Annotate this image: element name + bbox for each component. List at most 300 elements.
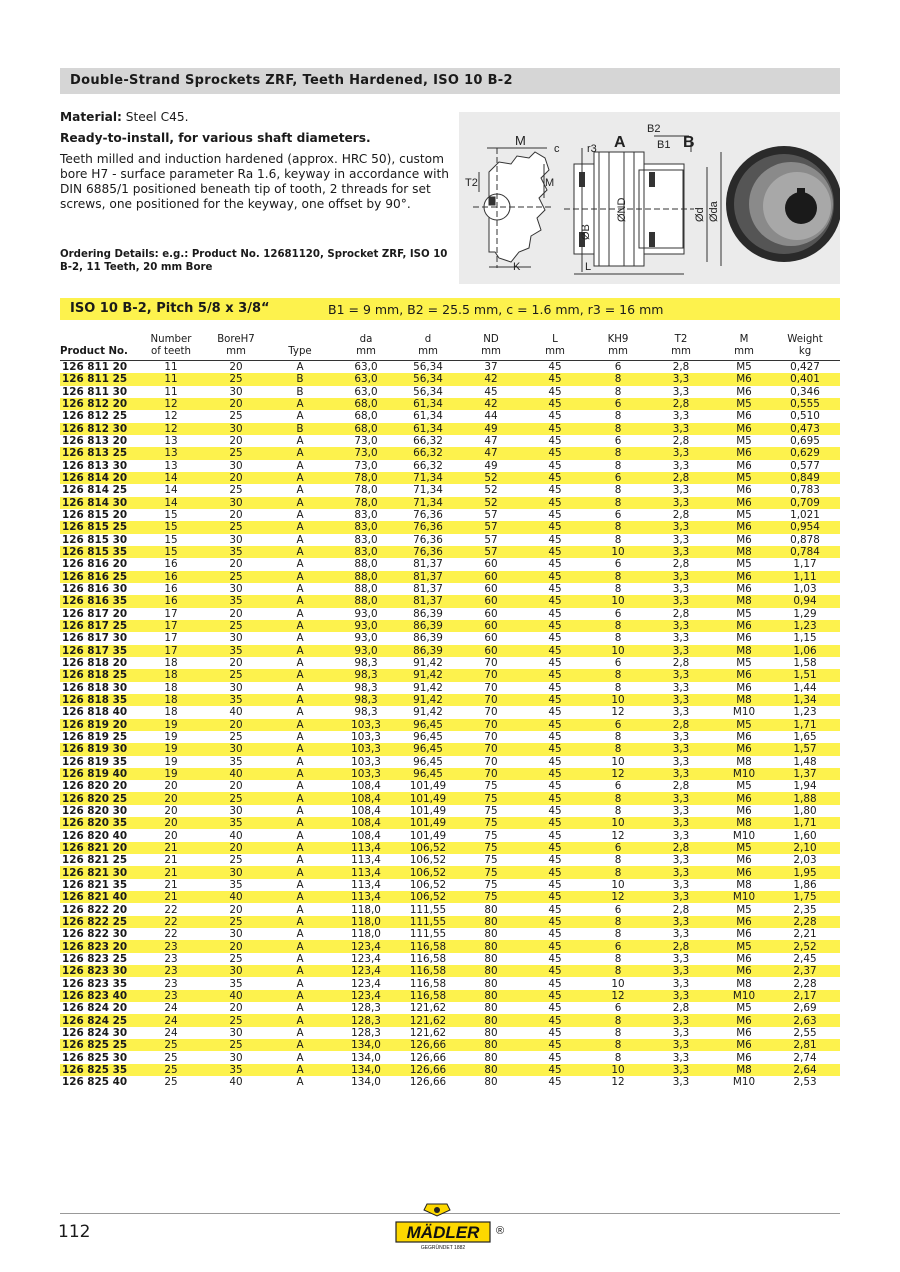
table-cell: 30 [229,583,243,596]
table-cell: 56,34 [413,385,443,398]
table-cell: A [260,620,340,632]
table-cell: 3,3 [644,743,718,755]
table-row [60,558,840,570]
table-row [60,879,840,891]
table-cell: 8 [614,928,622,941]
table-cell: 106,52 [409,878,447,891]
table-cell: 134,0 [351,1051,381,1064]
table-cell: 10 [592,1064,644,1076]
table-cell: 80 [484,1002,498,1015]
table-cell: 45 [548,484,562,497]
table-cell: 25 [164,1076,178,1089]
product-number-cell: 126 814 30 [60,497,130,509]
table-row [60,657,840,669]
table-cell: 1,15 [793,632,817,645]
table-cell: 8 [614,484,622,497]
table-cell: 23 [164,952,178,965]
table-cell: 45 [548,755,562,768]
table-cell: 47 [464,447,518,459]
table-cell: 45 [548,903,562,916]
table-cell: 66,32 [413,435,443,448]
table-cell: 8 [592,1014,644,1026]
table-cell: 2,8 [644,940,718,952]
table-cell: M6 [718,571,770,583]
table-cell: 45 [518,743,592,755]
table-cell: 3,3 [672,632,690,645]
table-cell: 1,03 [793,583,817,596]
table-row [60,829,840,841]
table-cell: 25 [212,669,260,681]
table-cell: 0,510 [790,410,820,423]
table-cell: 63,0 [354,385,378,398]
table-cell: 45 [548,533,562,546]
table-cell: 30 [212,965,260,977]
table-cell: A [260,792,340,804]
column-header-unit: mm [734,346,754,357]
table-cell: 14 [130,497,212,509]
table-cell: M10 [718,990,770,1002]
table-cell: 24 [164,1002,178,1015]
product-number-cell: 126 811 25 [60,373,130,385]
table-cell: 93,0 [340,645,392,657]
table-cell: 2,52 [770,940,840,952]
product-number-cell: 126 824 20 [62,1002,128,1015]
table-cell: 12 [592,768,644,780]
table-row [60,410,840,422]
ready-text: Ready-to-install, for various shaft diameters. [60,131,371,145]
table-cell: 98,3 [354,657,378,670]
table-cell: 3,3 [644,669,718,681]
table-cell: 2,17 [770,990,840,1002]
table-cell: A [296,681,304,694]
table-cell: M6 [736,1026,752,1039]
column-header-label: d [424,334,432,345]
table-cell: A [296,509,304,522]
table-cell: 3,3 [644,1039,718,1051]
table-cell: 113,4 [340,891,392,903]
table-cell: A [260,1064,340,1076]
table-cell: 106,52 [392,842,464,854]
table-cell: 20 [212,398,260,410]
table-cell: 30 [212,743,260,755]
table-cell: 35 [212,817,260,829]
table-cell: 1,80 [793,804,817,817]
table-cell: 75 [484,780,498,793]
table-cell: 75 [484,829,498,842]
table-row [60,497,840,509]
table-cell: 25 [229,410,243,423]
table-cell: 49 [464,423,518,435]
table-cell: 78,0 [340,497,392,509]
table-cell: 126,66 [392,1064,464,1076]
table-cell: 86,39 [392,620,464,632]
table-cell: 8 [592,497,644,509]
table-cell: A [260,595,340,607]
table-cell: 101,49 [409,829,447,842]
table-cell: 3,3 [672,1026,690,1039]
table-cell: 45 [548,435,562,448]
dim-b2: B2 [647,123,661,135]
table-cell: 45 [518,645,592,657]
table-row [60,842,840,854]
drawing-label-b: B [683,134,695,151]
table-cell: 96,45 [392,719,464,731]
table-cell: 15 [130,521,212,533]
table-row [60,620,840,632]
table-row [60,928,840,940]
table-cell: 12 [611,829,625,842]
table-cell: 93,0 [354,632,378,645]
product-number-cell: 126 823 40 [60,990,130,1002]
table-cell: 8 [592,866,644,878]
table-cell: M8 [718,645,770,657]
dim-k: K [513,261,521,273]
table-row [60,583,840,595]
table-cell: A [296,657,304,670]
table-cell: 15 [130,546,212,558]
table-cell: 45 [518,940,592,952]
table-cell: A [296,878,304,891]
table-cell: 45 [518,398,592,410]
table-cell: A [296,731,304,743]
table-cell: A [296,459,304,472]
table-cell: 13 [130,447,212,459]
table-cell: 88,0 [354,558,378,571]
table-cell: A [296,928,304,941]
table-cell: 20 [130,792,212,804]
table-cell: 45 [548,459,562,472]
table-cell: 25 [212,521,260,533]
table-cell: M6 [736,632,752,645]
column-header-label: L [552,334,558,345]
table-cell: A [296,583,304,596]
table-cell: 52 [484,484,498,497]
table-cell: 3,3 [672,484,690,497]
column-header-label: KH9 [607,334,629,345]
table-row [60,1002,840,1014]
table-cell: 113,4 [351,854,381,867]
table-cell: 0,473 [770,423,840,435]
product-number-cell: 126 823 30 [60,965,130,977]
table-cell: 25 [212,373,260,385]
table-cell: 20 [212,842,260,854]
table-cell: 37 [484,361,498,374]
table-cell: 118,0 [340,916,392,928]
table-cell: 75 [464,866,518,878]
table-cell: 45 [518,866,592,878]
table-row [60,805,840,817]
table-cell: 15 [164,509,178,522]
description-text: Teeth milled and induction hardened (approx. HRC 50), custom bore H7 - surface parameter Ra 1.6, keyway in accordance with DIN 6885/1 positioned beneath tip of tooth, 2 threads for set screws, one positioned for the keyway, one offset by 90°. [60,152,449,211]
table-cell: 8 [592,423,644,435]
table-cell: 2,28 [793,977,817,990]
series-title: ISO 10 B-2, Pitch 5/8 x 3/8“ [70,301,270,316]
table-row [60,694,840,706]
dim-l: L [585,261,592,273]
table-cell: 116,58 [392,990,464,1002]
table-cell: 8 [592,447,644,459]
table-cell: 42 [464,373,518,385]
table-cell: 103,3 [340,768,392,780]
table-cell: 123,4 [351,977,381,990]
table-cell: 61,34 [392,423,464,435]
table-cell: 3,3 [644,891,718,903]
table-cell: 101,49 [392,792,464,804]
table-cell: 73,0 [354,435,378,448]
product-number-cell: 126 813 30 [62,459,128,472]
table-cell: 75 [484,878,498,891]
table-cell: 35 [229,755,243,768]
table-cell: 103,3 [351,731,381,743]
column-header [592,334,644,361]
table-cell: A [296,1026,304,1039]
table-cell: 8 [592,916,644,928]
table-cell: 57 [464,546,518,558]
table-cell: 134,0 [340,1039,392,1051]
table-cell: A [260,497,340,509]
table-cell: 80 [484,1026,498,1039]
table-cell: 108,4 [340,817,392,829]
dim-m-side: M [545,177,555,189]
product-number-cell: 126 818 20 [62,657,128,670]
table-cell: 20 [229,1002,243,1015]
product-number-cell: 126 816 35 [60,595,130,607]
column-header-unit: mm [608,346,628,357]
table-cell: 45 [518,447,592,459]
table-cell: 134,0 [351,1076,381,1089]
table-cell: 3,3 [644,620,718,632]
table-cell: 23 [130,990,212,1002]
table-cell: 66,32 [413,459,443,472]
table-cell: 60 [464,595,518,607]
ordering-details: Ordering Details: e.g.: Product No. 12681120, Sprocket ZRF, ISO 10 B-2, 11 Teeth, 20 mm Bore [60,249,448,273]
table-cell: 3,3 [644,1064,718,1076]
table-cell: 3,3 [672,755,690,768]
dim-r3: r3 [587,143,597,155]
table-cell: 57 [464,521,518,533]
table-cell: 60 [484,632,498,645]
table-cell: 0,629 [770,447,840,459]
table-cell: M6 [718,866,770,878]
table-cell: A [260,866,340,878]
table-cell: 45 [548,1051,562,1064]
table-cell: 0,695 [790,435,820,448]
table-cell: M6 [736,1051,752,1064]
table-cell: 45 [548,977,562,990]
table-cell: 3,3 [644,423,718,435]
table-cell: 6 [614,361,622,374]
table-cell: 3,3 [644,965,718,977]
table-cell: 45 [518,916,592,928]
table-cell: 3,3 [672,681,690,694]
table-cell: 76,36 [392,546,464,558]
registered-mark: ® [496,1225,505,1237]
table-cell: 45 [548,558,562,571]
table-cell: 52 [464,472,518,484]
table-cell: 1,88 [770,792,840,804]
table-cell: 101,49 [392,817,464,829]
table-cell: 0,555 [770,398,840,410]
table-cell: 25 [212,447,260,459]
table-cell: 134,0 [340,1064,392,1076]
table-cell: 113,4 [340,866,392,878]
table-cell: 3,3 [672,829,690,842]
table-cell: B [296,385,304,398]
product-number-cell: 126 825 35 [60,1064,130,1076]
table-cell: 25 [212,571,260,583]
table-cell: M6 [718,965,770,977]
table-cell: A [260,521,340,533]
column-header [130,334,212,361]
table-cell: 18 [130,669,212,681]
table-cell: 18 [130,694,212,706]
table-cell: 20 [164,804,178,817]
table-cell: 45 [548,607,562,620]
table-cell: 1,23 [770,620,840,632]
table-cell: 20 [229,903,243,916]
table-cell: 60 [484,558,498,571]
table-cell: 128,3 [351,1026,381,1039]
table-row [60,472,840,484]
table-body [60,361,840,1089]
table-cell: 2,64 [770,1064,840,1076]
table-cell: 75 [484,854,498,867]
table-cell: 108,4 [340,792,392,804]
table-row [60,447,840,459]
table-cell: 3,3 [644,373,718,385]
table-cell: 1,37 [770,768,840,780]
table-cell: 25 [130,1039,212,1051]
product-number-cell: 126 819 25 [62,731,128,743]
table-cell: 40 [212,768,260,780]
product-number-cell: 126 818 35 [60,694,130,706]
table-cell: 3,3 [672,977,690,990]
column-header-unit: mm [356,346,376,357]
table-cell: 2,8 [672,607,690,620]
table-cell: 25 [212,1039,260,1051]
table-row [60,398,840,410]
table-row [60,484,840,496]
drawing-label-a: A [614,134,626,151]
table-cell: 2,35 [793,903,817,916]
table-cell: 6 [614,903,622,916]
table-cell: 8 [592,521,644,533]
product-number-cell: 126 812 30 [60,423,130,435]
dim-b: ØB [580,224,592,240]
table-cell: M5 [736,1002,752,1015]
table-cell: 22 [164,928,178,941]
table-cell: 17 [164,607,178,620]
table-cell: 118,0 [351,903,381,916]
table-row [60,891,840,903]
table-row [60,854,840,866]
table-cell: M6 [736,459,752,472]
table-cell: 0,783 [790,484,820,497]
table-cell: 45 [518,1039,592,1051]
table-cell: 45 [548,780,562,793]
table-cell: 35 [229,878,243,891]
table-cell: 75 [484,804,498,817]
product-number-cell: 126 814 25 [62,484,128,497]
table-cell: 116,58 [409,952,447,965]
column-header [212,334,260,361]
table-cell: M6 [718,669,770,681]
table-cell: 78,0 [340,472,392,484]
table-row [60,940,840,952]
table-cell: 1,34 [770,694,840,706]
table-cell: 17 [130,645,212,657]
table-cell: 108,4 [351,829,381,842]
table-cell: 18 [164,657,178,670]
table-cell: 83,0 [354,509,378,522]
table-cell: 61,34 [392,398,464,410]
table-cell: M8 [736,755,752,768]
table-cell: 17 [130,620,212,632]
table-cell: 30 [212,497,260,509]
table-cell: 70 [464,669,518,681]
table-cell: 3,3 [644,694,718,706]
table-cell: 8 [614,410,622,423]
table-cell: 0,784 [770,546,840,558]
table-cell: 121,62 [409,1026,447,1039]
product-number-cell: 126 821 35 [62,878,128,891]
table-cell: 0,878 [790,533,820,546]
logo-text: MÄDLER [406,1223,480,1242]
table-cell: 8 [592,620,644,632]
table-cell: 2,8 [644,472,718,484]
table-cell: 80 [464,1064,518,1076]
table-cell: A [296,1051,304,1064]
table-row [60,953,840,965]
table-cell: 96,45 [413,731,443,743]
table-cell: 71,34 [392,497,464,509]
product-number-cell: 126 821 30 [60,866,130,878]
table-cell: 60 [464,620,518,632]
product-number-cell: 126 816 25 [60,571,130,583]
table-cell: 81,37 [413,558,443,571]
table-cell: 12 [164,410,178,423]
table-cell: 3,3 [644,521,718,533]
table-cell: 45 [548,509,562,522]
table-cell: 121,62 [392,1014,464,1026]
table-cell: 0,849 [770,472,840,484]
table-cell: 70 [484,657,498,670]
table-cell: 126,66 [409,1051,447,1064]
table-cell: 25 [212,916,260,928]
table-cell: 15 [164,533,178,546]
table-cell: 6 [614,780,622,793]
table-row [60,435,840,447]
table-cell: 8 [614,804,622,817]
table-cell: M8 [718,595,770,607]
table-cell: 2,8 [672,1002,690,1015]
table-row [60,373,840,385]
product-number-cell: 126 817 20 [62,607,128,620]
table-cell: M6 [736,583,752,596]
table-cell: 96,45 [413,755,443,768]
table-row [60,608,840,620]
table-cell: A [296,484,304,497]
table-row [60,756,840,768]
table-cell: M8 [718,694,770,706]
table-cell: 116,58 [392,965,464,977]
table-cell: 80 [464,965,518,977]
table-cell: 45 [518,792,592,804]
table-cell: A [260,743,340,755]
table-cell: 68,0 [340,423,392,435]
table-cell: 3,3 [644,866,718,878]
table-cell: 8 [592,1039,644,1051]
